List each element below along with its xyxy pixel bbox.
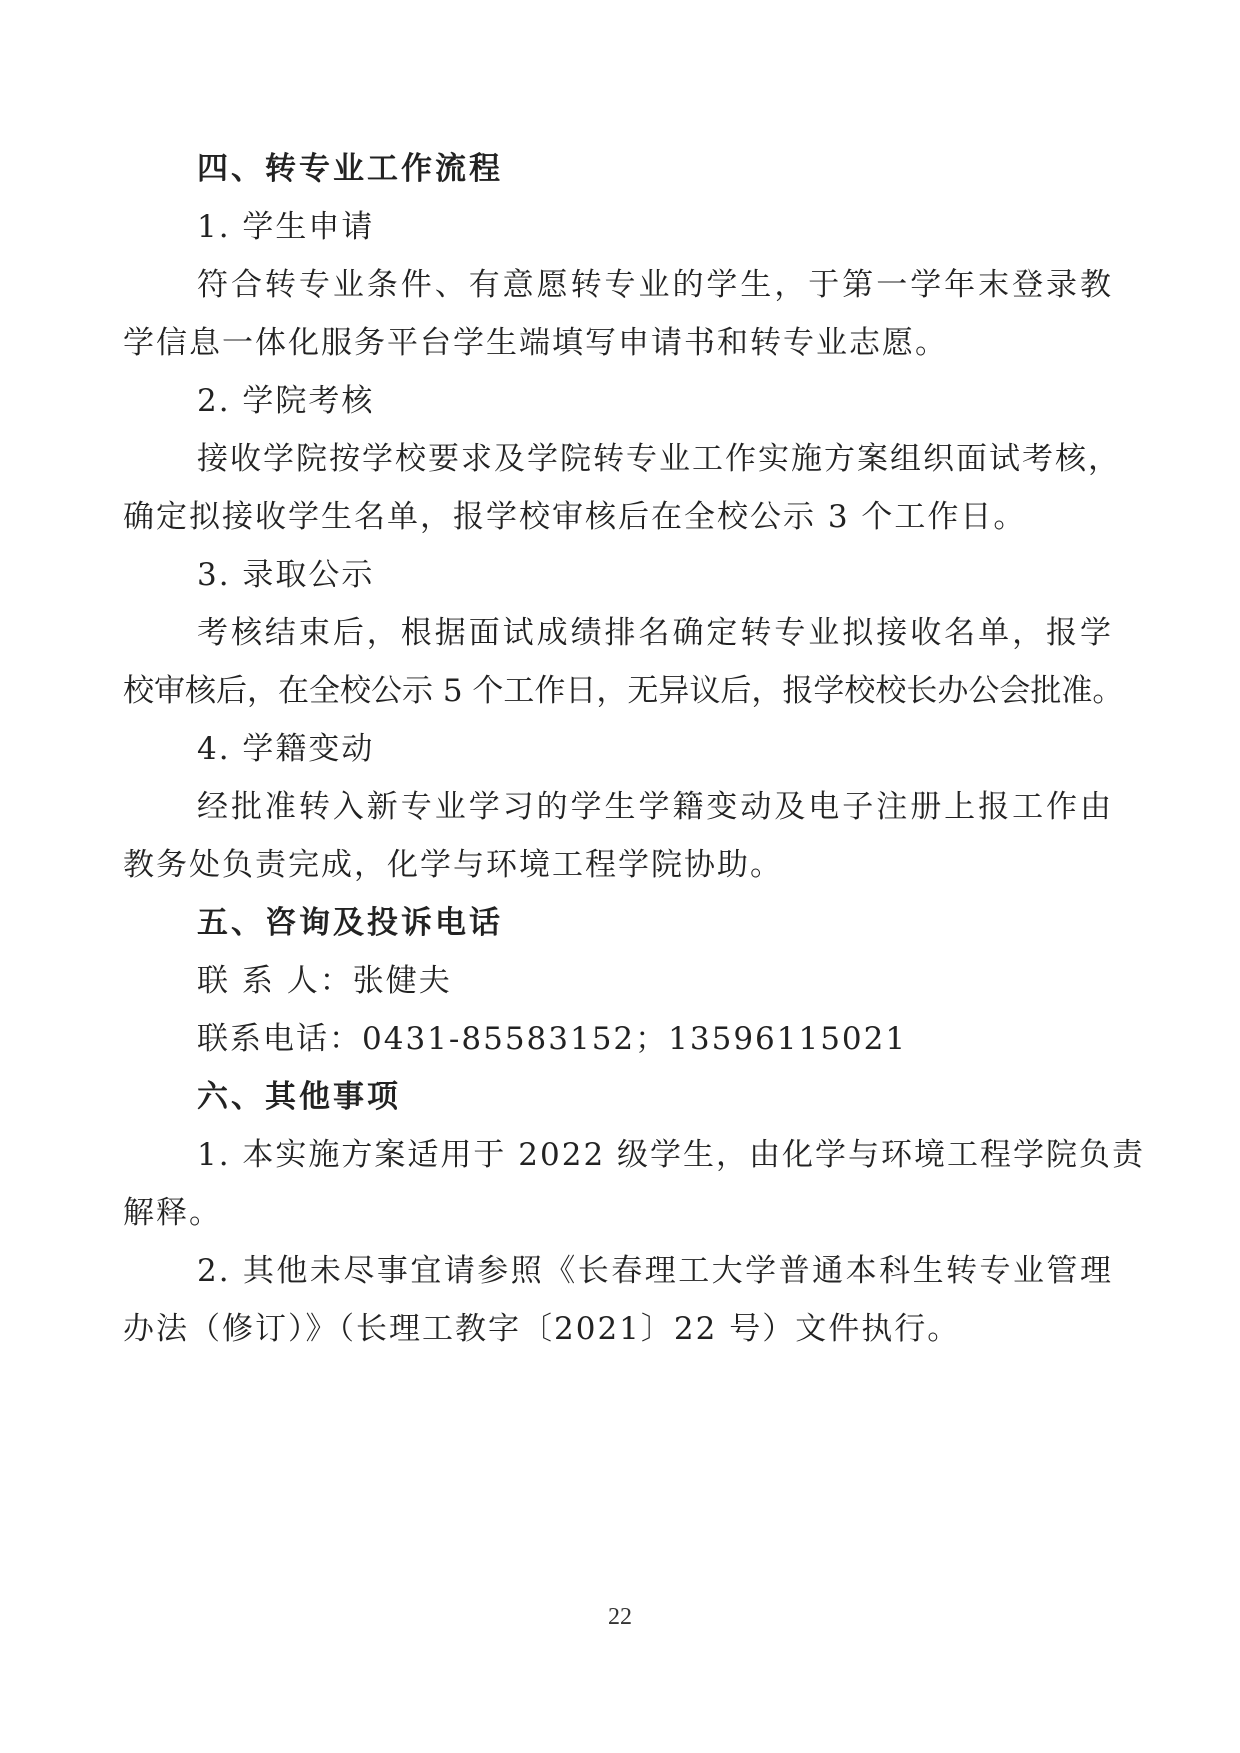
paragraph-line: 符合转专业条件、有意愿转专业的学生，于第一学年末登录教 <box>197 267 1113 303</box>
paragraph-line: 1. 本实施方案适用于 2022 级学生，由化学与环境工程学院负责 <box>197 1137 1146 1173</box>
paragraph-line: 校审核后，在全校公示 5 个工作日，无异议后，报学校校长办公会批准。 <box>123 673 1124 709</box>
paragraph-line: 接收学院按学校要求及学院转专业工作实施方案组织面试考核， <box>197 441 1121 477</box>
paragraph-line: 学信息一体化服务平台学生端填写申请书和转专业志愿。 <box>123 325 948 361</box>
step-title-admission-notice: 3. 录取公示 <box>197 557 375 593</box>
step-title-college-assessment: 2. 学院考核 <box>197 383 375 419</box>
section-heading-other: 六、其他事项 <box>197 1079 401 1115</box>
paragraph-line: 2. 其他未尽事宜请参照《长春理工大学普通本科生转专业管理 <box>197 1253 1113 1289</box>
step-title-status-change: 4. 学籍变动 <box>197 731 375 767</box>
paragraph-line: 教务处负责完成，化学与环境工程学院协助。 <box>123 847 783 883</box>
paragraph-line: 解释。 <box>123 1195 222 1231</box>
contact-person: 联 系 人：张健夫 <box>197 963 452 999</box>
paragraph-line: 办法（修订）》（长理工教字〔2021〕22 号）文件执行。 <box>123 1311 961 1347</box>
paragraph-line: 考核结束后，根据面试成绩排名确定转专业拟接收名单，报学 <box>197 615 1113 651</box>
step-title-student-application: 1. 学生申请 <box>197 209 375 245</box>
paragraph-line: 经批准转入新专业学习的学生学籍变动及电子注册上报工作由 <box>197 789 1113 825</box>
document-body <box>123 140 1146 1358</box>
page-number: 22 <box>608 1604 632 1630</box>
section-heading-contact: 五、咨询及投诉电话 <box>197 905 503 941</box>
contact-phone: 联系电话：0431-85583152；13596115021 <box>197 1021 908 1057</box>
section-heading-workflow: 四、转专业工作流程 <box>197 151 503 187</box>
paragraph-line: 确定拟接收学生名单，报学校审核后在全校公示 3 个工作日。 <box>123 499 1027 535</box>
